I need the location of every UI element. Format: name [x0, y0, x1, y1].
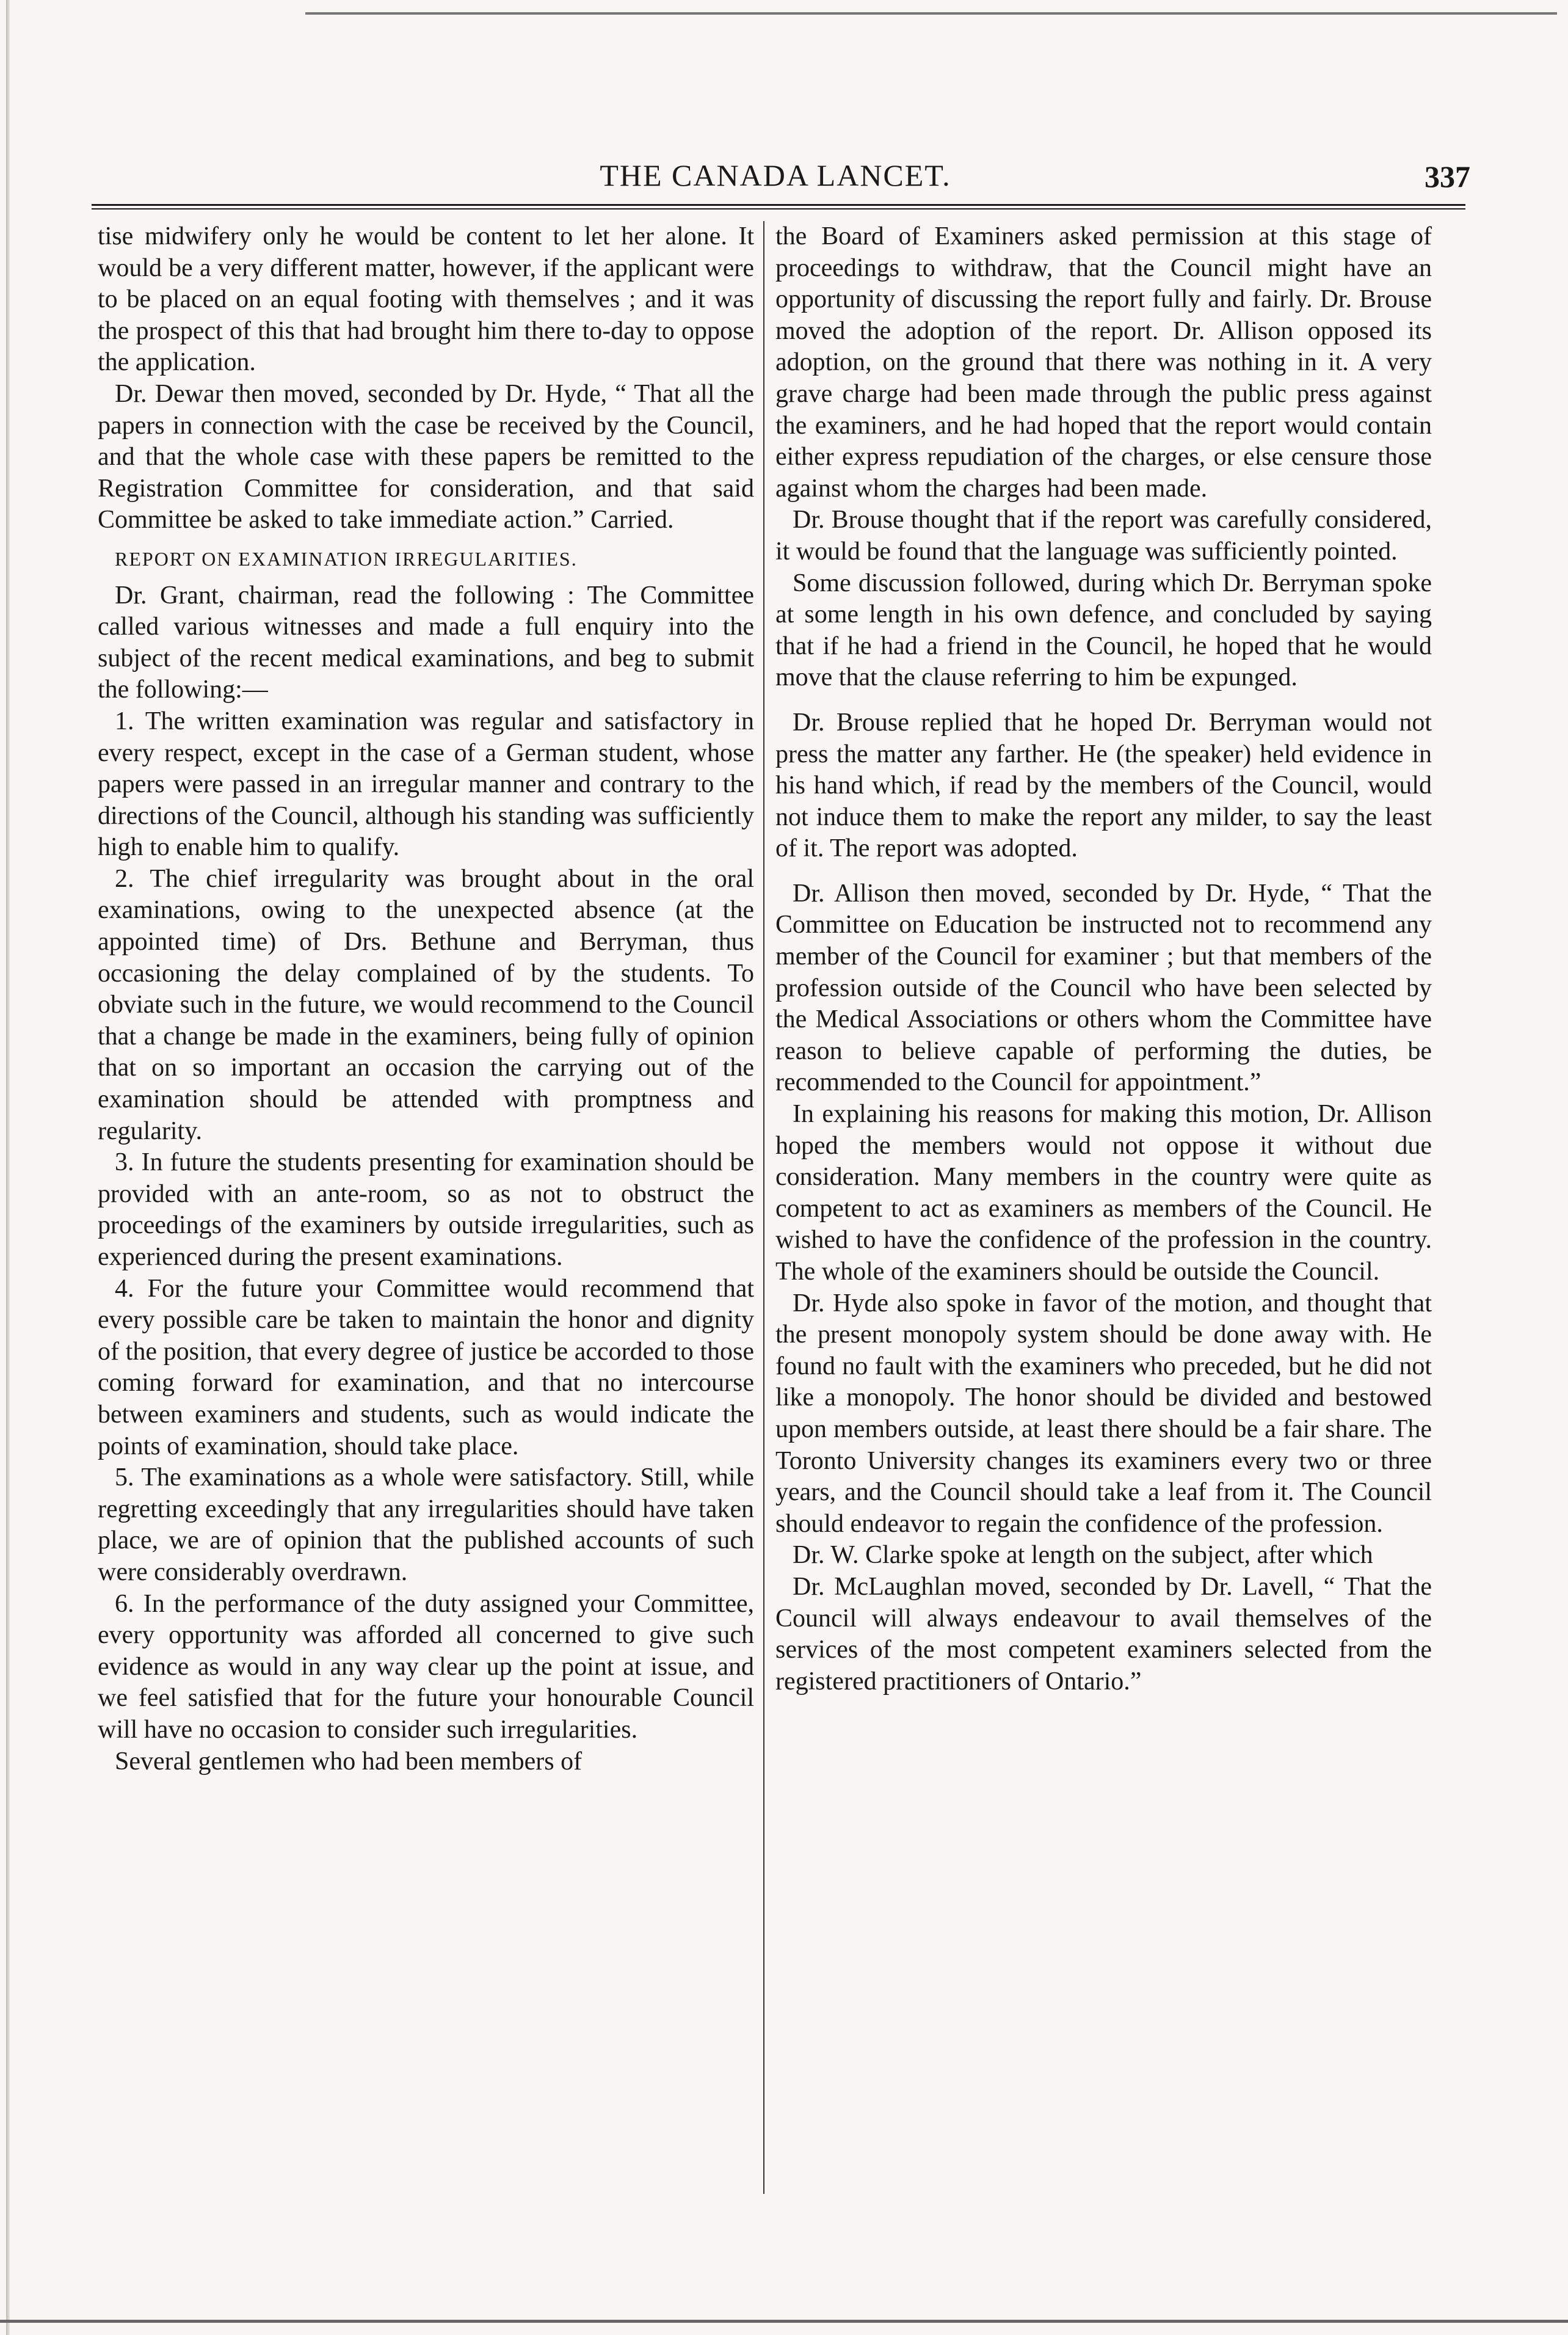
scan-bottom-edge — [0, 2320, 1568, 2323]
report-item-2: 2. The chief irregularity was brought about in the oral examinations, owing to the unexpected absence (at the appointed time) of Drs. Bethune and Berryman, thus occasioning the delay complained of by the students. To obviate such in the future, we would recommend to the Council that a change be made in the examiners, being fully of opinion that on so important an occasion the carrying out of the examination should be attended with promptness and regularity. — [98, 864, 754, 1145]
report-item-6: 6. In the performance of the duty assigned your Committee, every opportunity was afforded all concerned to give such evidence as would in any way clear up the point at issue, and we feel satisfied that for the future your honourable Council will have no occasion to consider such irregularities. — [98, 1589, 754, 1744]
column-divider — [763, 221, 764, 2194]
paragraph-brouse-thought: Dr. Brouse thought that if the report was carefully considered, it would be found that the language was sufficiently pointed. — [775, 506, 1432, 566]
paragraph-clarke: Dr. W. Clarke spoke at length on the subject, after which — [793, 1541, 1373, 1570]
left-column — [98, 221, 754, 1777]
page-header — [85, 158, 1470, 200]
scan-top-edge — [305, 12, 1557, 15]
report-item-3: 3. In future the students presenting for examination should be provided with an ante-room, so as not to obstruct the proceedings of the examiners by outside irregularities, such as experienced during the present examinations. — [98, 1148, 754, 1271]
header-double-rule — [92, 204, 1465, 209]
page-number: 337 — [1425, 159, 1470, 194]
right-column — [775, 221, 1432, 1697]
paragraph-discussion: Some discussion followed, during which Dr. Berryman spoke at some length in his own defence, and concluded by saying that if he had a friend in the Council, he hoped that he would move that the clause referring to him be expunged. — [775, 569, 1432, 692]
paragraph-grant-report: Dr. Grant, chairman, read the following : The Committee called various witnesses and made a full enquiry into the subject of the recent medical examinations, and beg to submit the following:— — [98, 581, 754, 704]
running-title: THE CANADA LANCET. — [600, 158, 951, 192]
report-item-5: 5. The examinations as a whole were satisfactory. Still, while regretting exceedingly that any irregularities should have taken place, we are of opinion that the published accounts of such were considerably overdrawn. — [98, 1463, 754, 1586]
paragraph-several-gentlemen: Several gentlemen who had been members of — [115, 1747, 583, 1776]
paragraph-hyde-favor: Dr. Hyde also spoke in favor of the motion, and thought that the present monopoly system should be done away with. He found no fault with the examiners who preceded, but he did not like a monopoly. The honor should be divided and bestowed upon members outside, at least there should be a fair share. The Toronto University changes its examiners every two or three years, and the Council should take a leaf from it. The Council should endeavor to regain the confidence of the profession. — [775, 1289, 1432, 1538]
paragraph-allison-reasons: In explaining his reasons for making this motion, Dr. Allison hoped the members would not oppose it without due consideration. Many members in the country were quite as competent to act as examiners as members of the Council. He wished to have the confidence of the profession in the country. The whole of the examiners should be outside the Council. — [775, 1100, 1432, 1286]
report-item-4: 4. For the future your Committee would recommend that every possible care be taken to maintain the honor and dignity of the position, that every degree of justice be accorded to those coming forward for examination, and that no intercourse between examiners and students, such as would indicate the points of examination, should take place. — [98, 1274, 754, 1460]
paragraph-dewar-motion: Dr. Dewar then moved, seconded by Dr. Hyde, “ That all the papers in connection with the case be received by the Council, and that the whole case with these papers be remitted to the Registration Committee for consideration, and that said Committee be asked to take immediate action.” Carried. — [98, 379, 754, 534]
paragraph-continuation: tise midwifery only he would be content to let her alone. It would be a very different matter, however, if the applicant were to be placed on an equal footing with themselves ; and it was the prospect of this that had brought him there to-day to oppose the application. — [98, 222, 754, 377]
report-item-1: 1. The written examination was regular and satisfactory in every respect, except in the case of a German student, whose papers were passed in an irregular manner and contrary to the directions of the Council, although his standing was sufficiently high to enable him to qualify. — [98, 707, 754, 862]
paragraph-mclaughlan-motion: Dr. McLaughlan moved, seconded by Dr. Lavell, “ That the Council will always endeavour to avail themselves of the services of the most competent examiners selected from the registered practitioners of Ontario.” — [775, 1572, 1432, 1696]
section-heading: REPORT ON EXAMINATION IRREGULARITIES. — [115, 547, 578, 570]
paragraph-board-withdraw: the Board of Examiners asked permission at this stage of proceedings to withdraw, that the Council might have an opportunity of discussing the report fully and fairly. Dr. Brouse moved the adoption of the report. Dr. Allison opposed its adoption, on the ground that there was nothing in it. A very grave charge had been made through the public press against the examiners, and he had hoped that the report would contain either express repudiation of the charges, or else censure those against whom the charges had been made. — [775, 222, 1432, 503]
scan-edge-shadow — [6, 0, 10, 2335]
paragraph-allison-motion: Dr. Allison then moved, seconded by Dr. Hyde, “ That the Committee on Education be instructed not to recommend any member of the Council for examiner ; but that members of the profession outside of the Council who have been selected by the Medical Associations or others whom the Committee have reason to believe capable of performing the duties, be recommended to the Council for appointment.” — [775, 879, 1432, 1097]
paragraph-brouse-replied: Dr. Brouse replied that he hoped Dr. Berryman would not press the matter any farther. He (the speaker) held evidence in his hand which, if read by the members of the Council, would not induce them to make the report any milder, to say the least of it. The report was adopted. — [775, 708, 1432, 863]
